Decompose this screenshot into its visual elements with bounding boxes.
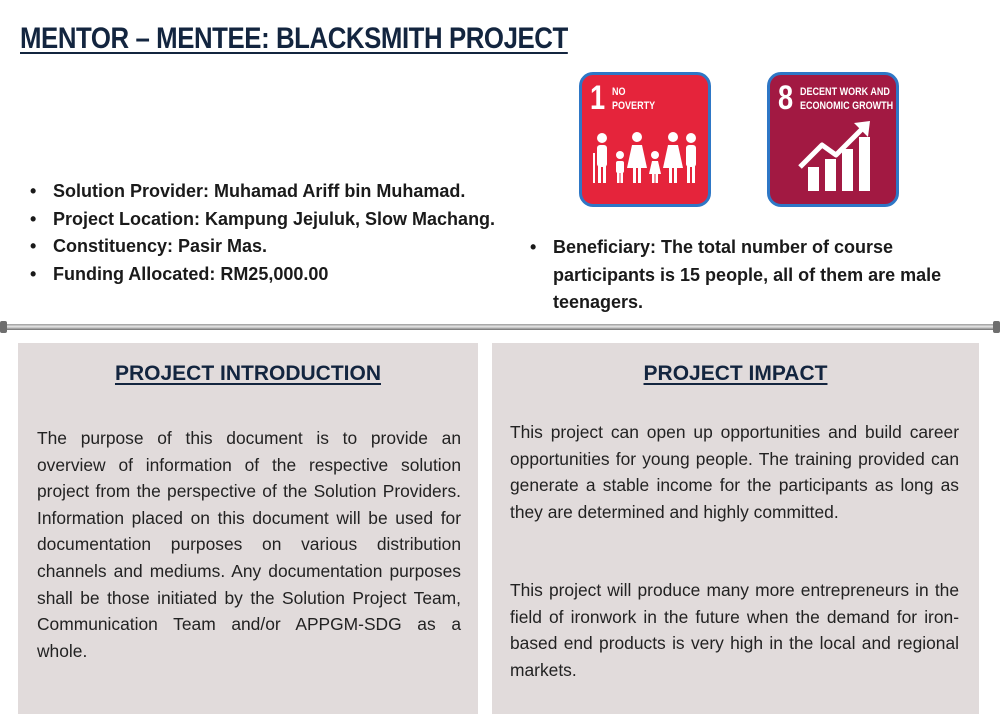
detail-project-location: • Project Location: Kampung Jejuluk, Slow Machang.: [20, 206, 500, 234]
project-impact-heading: PROJECT IMPACT: [643, 362, 828, 385]
family-icon: [582, 75, 708, 204]
sdg-1-number: 1: [590, 79, 606, 117]
growth-chart-icon: [770, 75, 896, 204]
divider-rod: [0, 320, 1000, 334]
detail-solution-provider: • Solution Provider: Muhamad Ariff bin Muhamad.: [20, 178, 500, 206]
project-impact-text-1: This project can open up opportunities and build career opportunities for young people. The training provided can generate a stable income for the participants as long as they are determined and highly committed.: [510, 422, 959, 522]
beneficiary-list: [520, 234, 960, 317]
detail-constituency: • Constituency: Pasir Mas.: [20, 233, 500, 261]
detail-beneficiary: • Beneficiary: The total number of course participants is 15 people, all of them are male teenagers.: [520, 234, 960, 317]
detail-funding: • Funding Allocated: RM25,000.00: [20, 261, 500, 289]
page-title: MENTOR – MENTEE: BLACKSMITH PROJECT: [20, 22, 568, 55]
project-details-list: [20, 178, 500, 288]
sdg-8-number: 8: [778, 79, 794, 117]
sdg-1-label: NO POVERTY: [612, 86, 656, 112]
sdg-8-label: DECENT WORK AND ECONOMIC GROWTH: [800, 86, 894, 112]
project-impact-panel: [492, 343, 979, 714]
project-introduction-heading: PROJECT INTRODUCTION: [114, 362, 381, 385]
project-introduction-panel: [18, 343, 478, 714]
project-introduction-text: The purpose of this document is to provide an overview of information of the respective solution project from the perspective of the Solution Providers. Information placed on this document will be used for documentation purposes on various distribution channels and mediums. Any documentation purposes shall be those initiated by the Solution Project Team, Communication Team and/or APPGM-SDG as a whole.: [37, 428, 461, 661]
sdg-8-badge: [767, 72, 899, 207]
project-impact-text-2: This project will produce many more entrepreneurs in the field of ironwork in the future when the demand for iron-based end products is very high in the local and regional markets.: [510, 580, 959, 680]
sdg-1-badge: [579, 72, 711, 207]
